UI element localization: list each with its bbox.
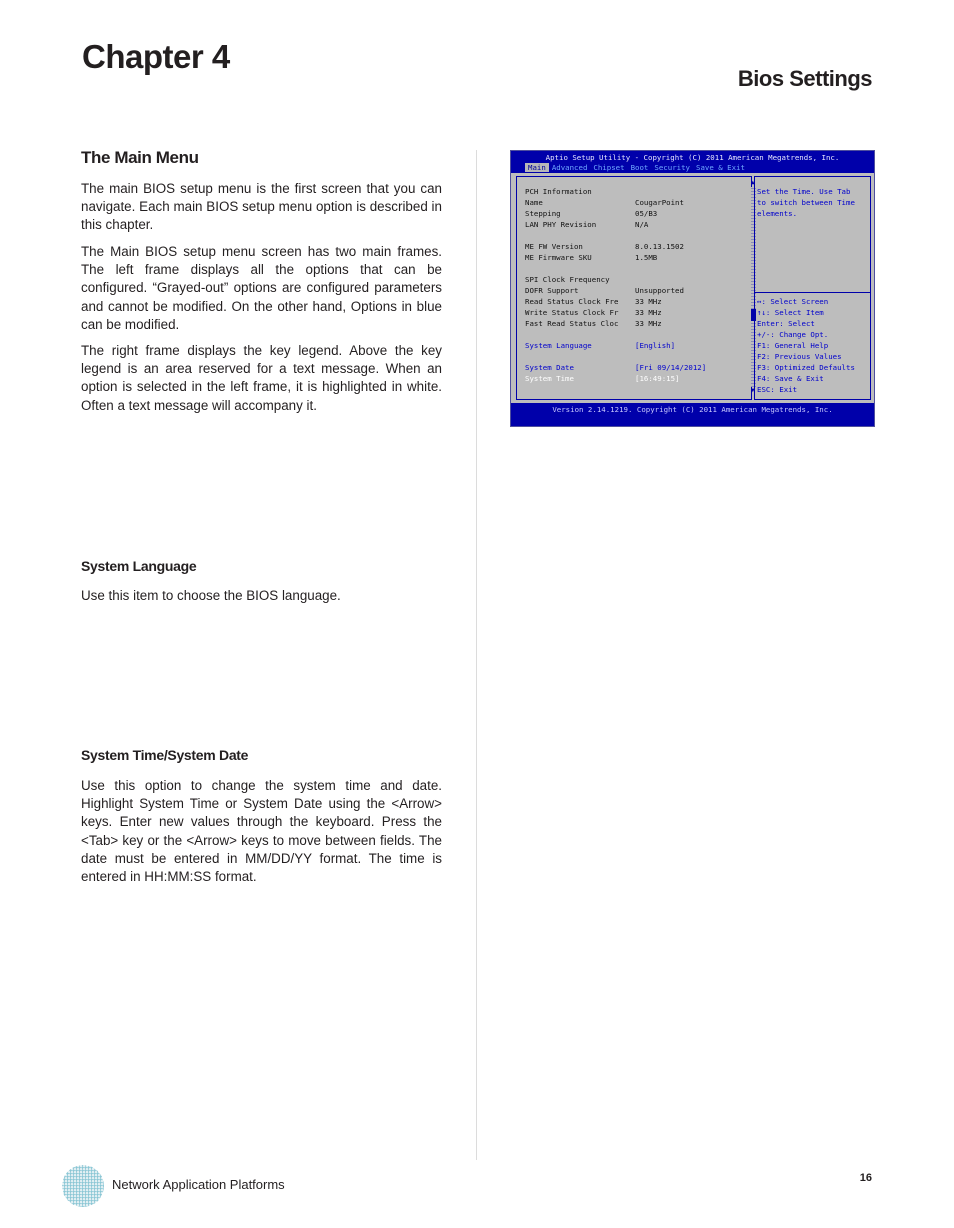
bios-row: DOFR Support Unsupported bbox=[525, 286, 684, 295]
scroll-down-arrow-icon[interactable]: ▼ bbox=[751, 387, 755, 394]
key-legend-item: F1: General Help bbox=[757, 341, 829, 350]
section-heading: Bios Settings bbox=[737, 66, 872, 91]
bios-row: Stepping 05/B3 bbox=[525, 209, 658, 218]
main-menu-paragraph-1: The main BIOS setup menu is the first screen that you can navigate. Each main BIOS setup menu option is described in this chapter. bbox=[81, 181, 442, 233]
bios-tab-boot[interactable]: Boot bbox=[630, 163, 649, 172]
bios-tab-save-exit[interactable]: Save & Exit bbox=[696, 163, 745, 172]
bios-row: ME FW Version 8.0.13.1502 bbox=[525, 242, 684, 251]
bios-tab-chipset[interactable]: Chipset bbox=[593, 163, 625, 172]
bios-row: LAN PHY Revision N/A bbox=[525, 220, 649, 229]
key-legend-item: +/-: Change Opt. bbox=[757, 330, 829, 339]
bios-top-bar: Aptio Setup Utility - Copyright (C) 2011 American Megatrends, Inc. bbox=[545, 153, 840, 162]
main-menu-paragraph-3: The right frame displays the key legend. Above the key legend is an area reserved for a text message. When an option is selected in the left frame, it is highlighted in white. Often a text message will accompany it. bbox=[81, 343, 442, 413]
key-legend-item: ↑↓: Select Item bbox=[757, 308, 824, 317]
help-divider bbox=[755, 292, 870, 293]
bios-left-frame bbox=[516, 176, 755, 400]
help-text-line: elements. bbox=[757, 209, 798, 218]
page-number: 16 bbox=[859, 1172, 872, 1184]
system-time-date-paragraph: Use this option to change the system time and date. Highlight System Time or System Date using the <Arrow> keys. Enter new values through the keyboard. Press the <Tab> key or the <Arrow> keys to move between fields. The date must be entered in MM/DD/YY format. The time is entered in HH:MM:SS format. bbox=[81, 778, 442, 885]
bios-row: Read Status Clock Fre 33 MHz bbox=[525, 297, 662, 306]
key-legend-item: ESC: Exit bbox=[757, 385, 798, 394]
company-logo-icon bbox=[60, 1163, 106, 1209]
bios-bottom-bar: Version 2.14.1219. Copyright (C) 2011 American Megatrends, Inc. bbox=[552, 405, 833, 414]
system-language-paragraph: Use this item to choose the BIOS language. bbox=[81, 588, 341, 603]
scroll-up-arrow-icon[interactable]: ▲ bbox=[751, 179, 755, 186]
key-legend-item: Enter: Select bbox=[757, 319, 815, 328]
bios-row-system-time[interactable]: System Time [16:49:15] bbox=[525, 374, 680, 383]
key-legend-item: F4: Save & Exit bbox=[757, 374, 824, 383]
system-language-heading: System Language bbox=[81, 558, 197, 574]
bios-row: ME Firmware SKU 1.5MB bbox=[525, 253, 658, 262]
help-text-line: Set the Time. Use Tab bbox=[757, 187, 851, 196]
bios-row: PCH Information bbox=[525, 187, 592, 196]
main-menu-heading: The Main Menu bbox=[81, 148, 199, 167]
system-time-date-heading: System Time/System Date bbox=[81, 747, 249, 763]
key-legend-item: F3: Optimized Defaults bbox=[757, 363, 855, 372]
bios-tab-advanced[interactable]: Advanced bbox=[551, 163, 588, 172]
bios-row: Write Status Clock Fr 33 MHz bbox=[525, 308, 662, 317]
bios-row: Fast Read Status Cloc 33 MHz bbox=[525, 319, 662, 328]
bios-row: Name CougarPoint bbox=[525, 198, 684, 207]
help-text-line: to switch between Time bbox=[757, 198, 855, 207]
bios-row-system-date[interactable]: System Date [Fri 09/14/2012] bbox=[525, 363, 707, 372]
bios-tab-security[interactable]: Security bbox=[654, 163, 690, 172]
main-menu-paragraph-2: The Main BIOS setup menu screen has two main frames. The left frame displays all the options that can be configured. “Grayed-out” options are configured parameters and cannot be modified. On the other hand, Options in blue can be modified. bbox=[81, 244, 442, 332]
bios-tab-main[interactable]: Main bbox=[525, 163, 549, 172]
footer-company-name: Network Application Platforms bbox=[112, 1177, 285, 1192]
column-divider bbox=[476, 150, 477, 1160]
bios-screenshot bbox=[510, 150, 875, 427]
key-legend-item: ↔: Select Screen bbox=[757, 297, 829, 306]
bios-body bbox=[511, 173, 874, 403]
bios-right-frame bbox=[754, 176, 871, 400]
key-legend-item: F2: Previous Values bbox=[757, 352, 842, 361]
bios-row-system-language[interactable]: System Language [English] bbox=[525, 341, 676, 350]
bios-tab-bar bbox=[525, 163, 748, 172]
bios-row: SPI Clock Frequency bbox=[525, 275, 610, 284]
chapter-heading: Chapter 4 bbox=[82, 38, 230, 75]
